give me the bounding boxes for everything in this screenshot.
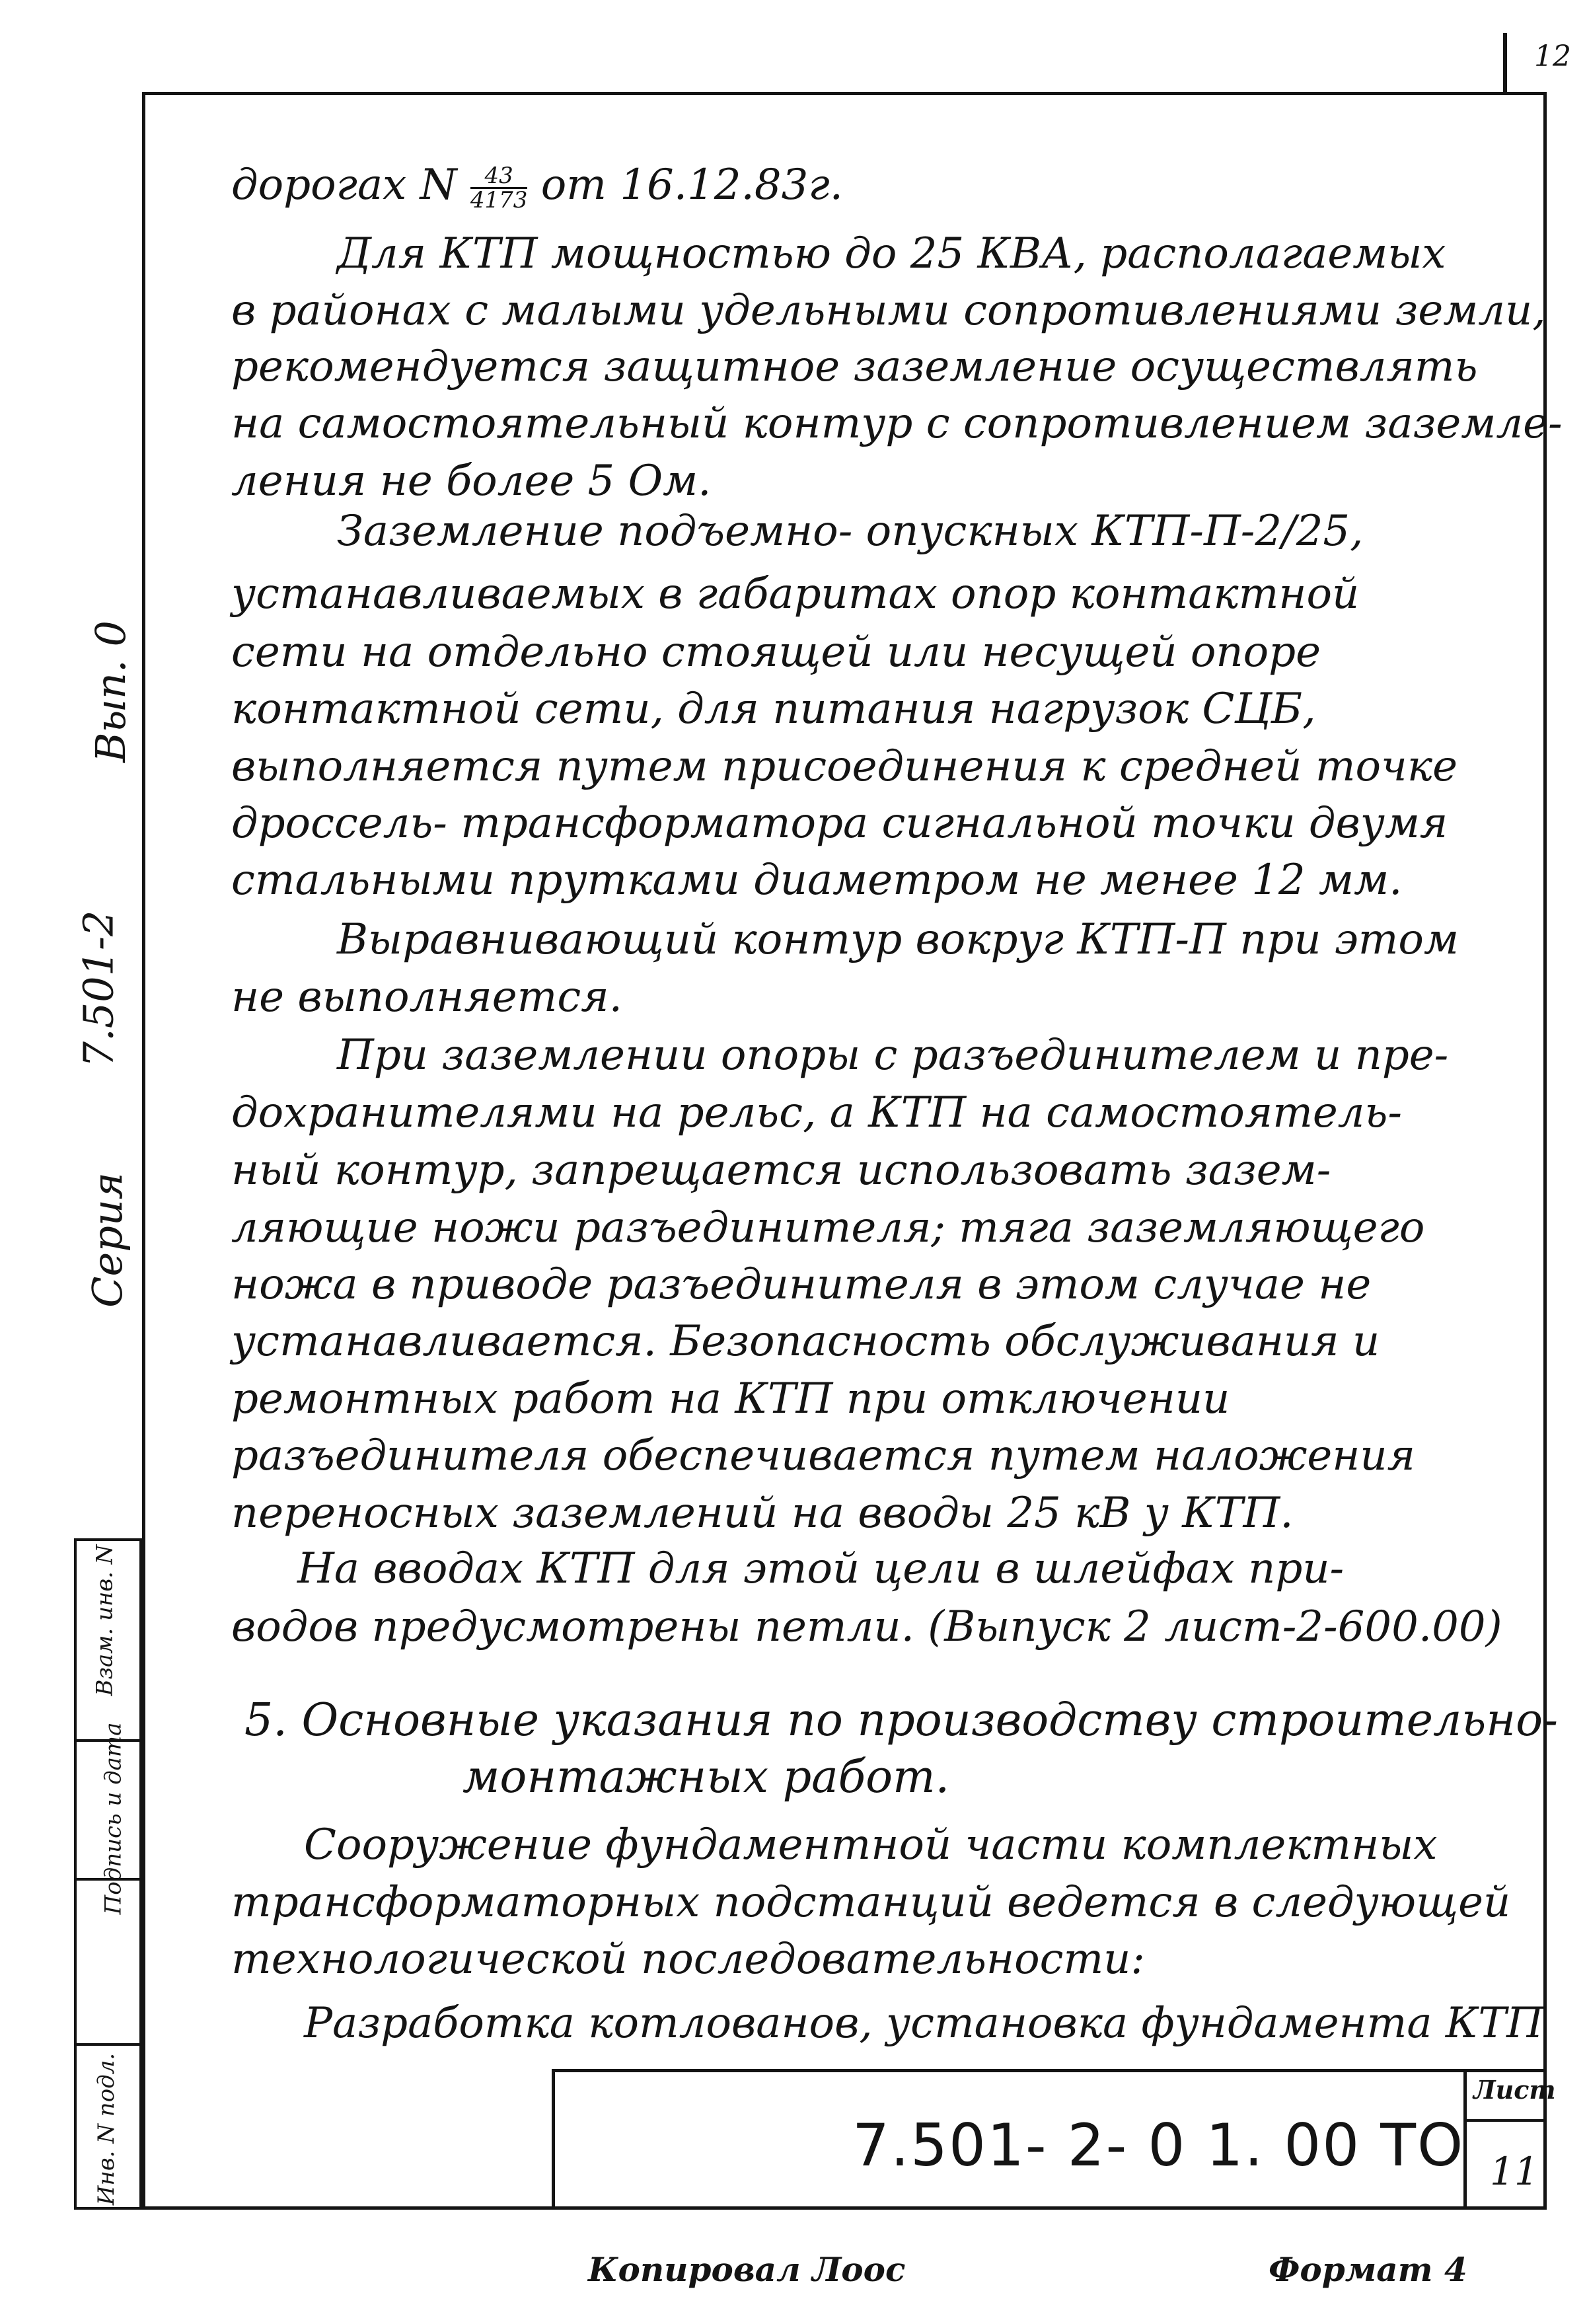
body-line: На вводах КТП для этой цели в шлейфах при- xyxy=(297,1544,1345,1593)
footer-copied: Копировал Лоос xyxy=(588,2250,906,2289)
section-line: Сооружение фундаментной части комплектных xyxy=(304,1820,1438,1869)
body-line: устанавливается. Безопасность обслуживания и xyxy=(231,1317,1380,1366)
body-line: в районах с малыми удельными сопротивлениями земли, xyxy=(231,286,1546,335)
side-seriya: Серия xyxy=(83,1172,131,1308)
fraction-denominator: 4173 xyxy=(470,187,528,213)
body-line: При заземлении опоры с разъединителем и пре- xyxy=(337,1031,1449,1080)
body-line: сети на отдельно стоящей или несущей опоре xyxy=(231,628,1321,677)
document-code: 7.501- 2- 0 1. 00 ТО xyxy=(852,2111,1465,2179)
body-line: ный контур, запрещается использовать зазем- xyxy=(231,1146,1331,1195)
body-line: стальными прутками диаметром не менее 12 мм. xyxy=(231,856,1403,905)
body-line: дроссель- трансформатора сигнальной точки двумя xyxy=(231,799,1448,848)
decree-fraction xyxy=(470,165,528,211)
body-line: дохранителями на рельс, а КТП на самостоятель- xyxy=(231,1088,1402,1137)
stamp-divider xyxy=(77,2043,139,2046)
body-line: переносных заземлений на вводы 25 кВ у КТП. xyxy=(231,1489,1294,1538)
section-line: Разработка котлованов, установка фундамента КТП xyxy=(304,1999,1543,2048)
section-line: технологической последовательности: xyxy=(231,1935,1145,1984)
body-line: рекомендуется защитное заземление осуществлять xyxy=(231,342,1478,391)
body-line: ножа в приводе разъединителя в этом случае не xyxy=(231,1260,1372,1309)
body-line: устанавливаемых в габаритах опор контактной xyxy=(231,570,1360,618)
sheet-label: Лист xyxy=(1473,2075,1556,2105)
body-line: на самостоятельный контур с сопротивлением заземле- xyxy=(231,399,1563,448)
body-line: Заземление подъемно- опускных КТП-П-2/25, xyxy=(337,507,1364,556)
sheet-number: 11 xyxy=(1490,2149,1539,2194)
intro-suffix: от 16.12.83г. xyxy=(540,161,843,209)
intro-line xyxy=(231,161,843,213)
body-line: ления не более 5 Ом. xyxy=(231,457,712,506)
side-vyp: Вып. 0 xyxy=(86,620,135,763)
side-seriya-number: 7.501-2 xyxy=(74,910,123,1068)
body-line: ляющие ножи разъединителя; тяга заземляющего xyxy=(231,1203,1425,1252)
stamp-podpis: Подпись и дата xyxy=(100,1722,127,1915)
section-line: трансформаторных подстанций ведется в следующей xyxy=(231,1878,1511,1927)
stamp-inv: Инв. N подл. xyxy=(93,2052,120,2206)
body-line: выполняется путем присоединения к средней точке xyxy=(231,742,1458,791)
stamp-vzam: Взам. инв. N xyxy=(91,1544,118,1696)
sheet-box-divider xyxy=(1467,2119,1547,2122)
body-line: контактной сети, для питания нагрузок СЦБ, xyxy=(231,685,1316,733)
section-heading: монтажных работ. xyxy=(462,1751,950,1803)
body-line: Выравнивающий контур вокруг КТП-П при этом xyxy=(337,915,1459,964)
fraction-numerator: 43 xyxy=(470,165,528,189)
stamp-column xyxy=(74,1538,142,2210)
intro-prefix: дорогах N xyxy=(231,161,457,209)
body-line: Для КТП мощностью до 25 КВА, располагаемых xyxy=(337,229,1446,278)
body-line: не выполняется. xyxy=(231,973,622,1022)
page-number: 12 xyxy=(1534,40,1571,73)
footer-format: Формат 4 xyxy=(1269,2250,1467,2289)
body-line: ремонтных работ на КТП при отключении xyxy=(231,1374,1230,1423)
body-line: разъединителя обеспечивается путем наложения xyxy=(231,1431,1415,1480)
section-heading: 5. Основные указания по производству строительно- xyxy=(244,1694,1559,1746)
body-line: водов предусмотрены петли. (Выпуск 2 лист-2-600.00) xyxy=(231,1602,1502,1651)
document-body xyxy=(231,0,1563,2068)
